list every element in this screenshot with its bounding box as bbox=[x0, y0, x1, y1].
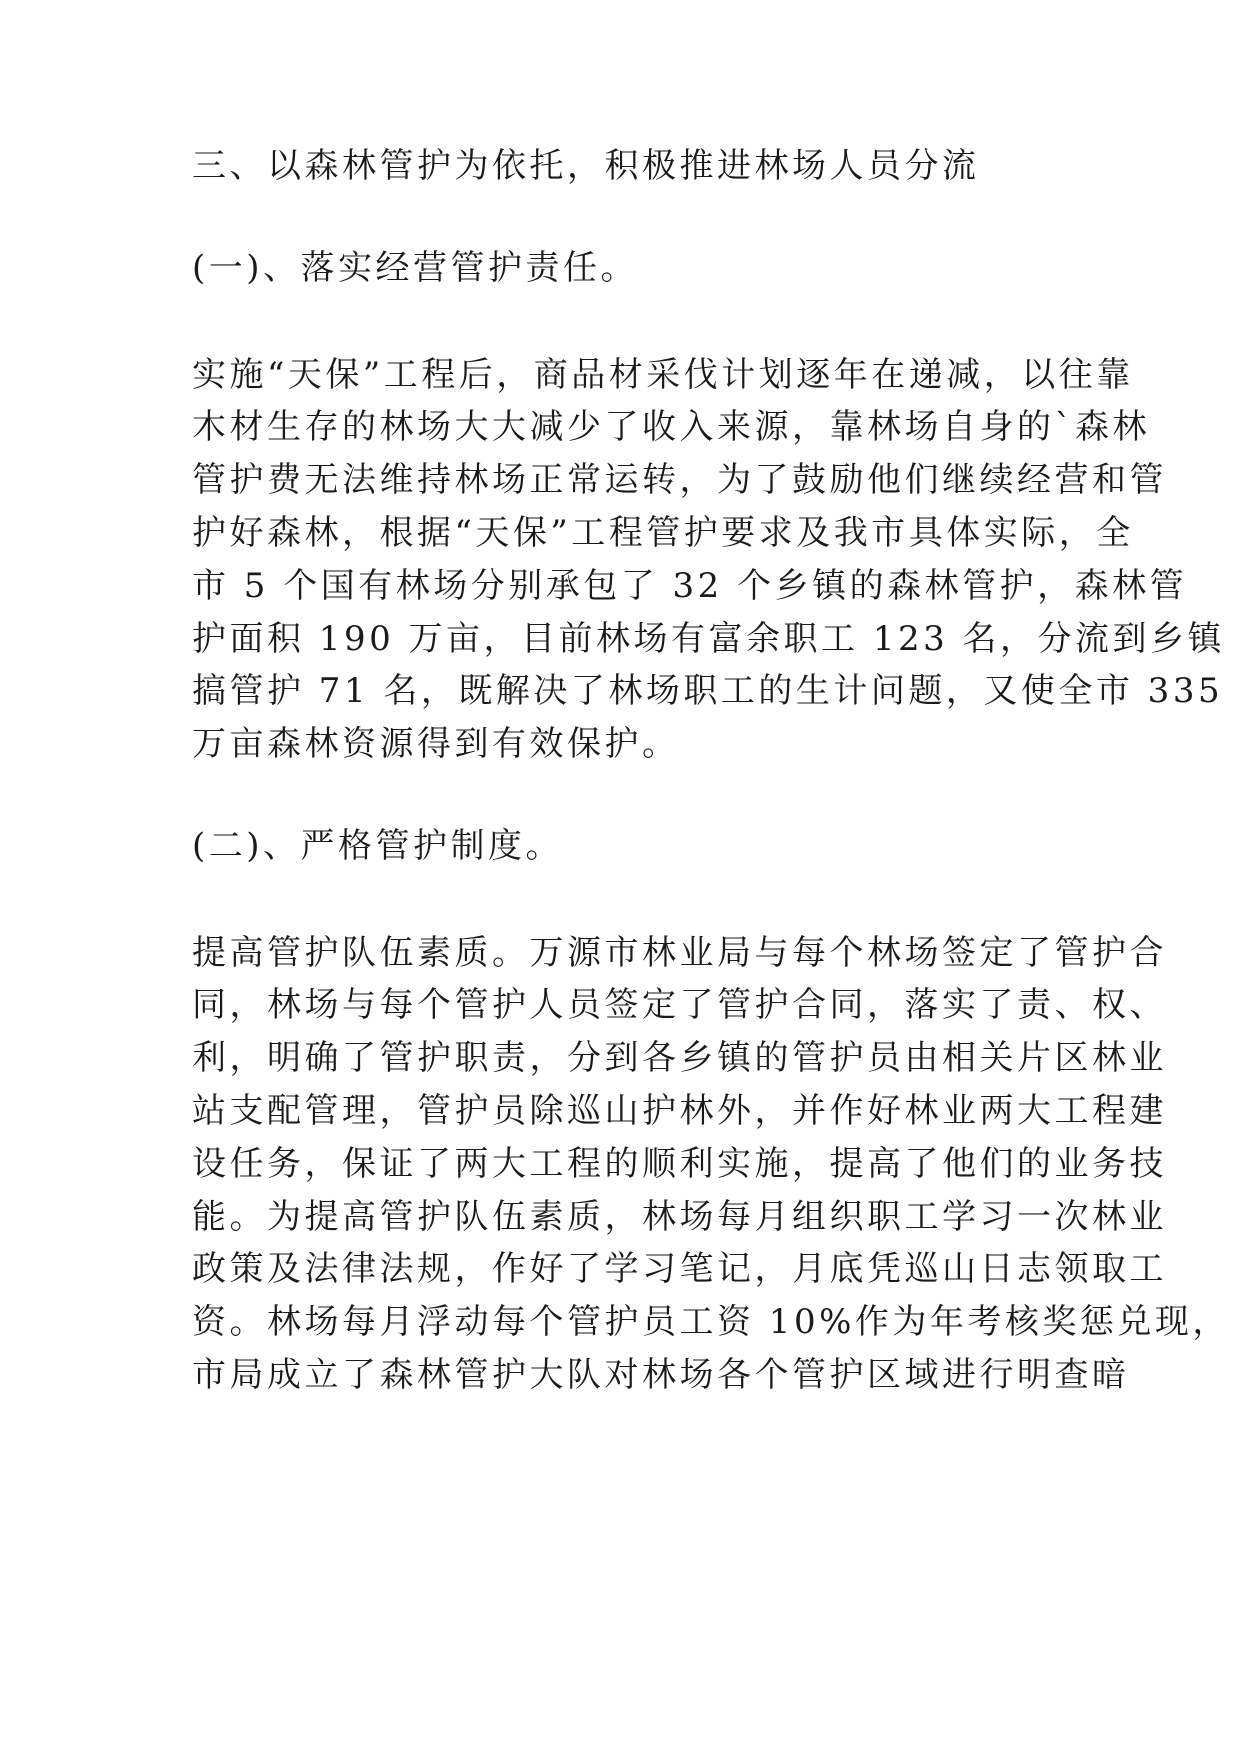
paragraph-2-line: 资。林场每月浮动每个管护员工资 10%作为年考核奖惩兑现， bbox=[192, 1302, 1230, 1342]
paragraph-2-line: 提高管护队伍素质。万源市林业局与每个林场签定了管护合 bbox=[192, 933, 1167, 973]
paragraph-1-line: 护面积 190 万亩，目前林场有富余职工 123 名，分流到乡镇 bbox=[192, 619, 1226, 659]
paragraph-1-line: 管护费无法维持林场正常运转，为了鼓励他们继续经营和管 bbox=[192, 460, 1167, 500]
paragraph-1-line: 市 5 个国有林场分别承包了 32 个乡镇的森林管护，森林管 bbox=[192, 566, 1188, 606]
paragraph-2-line: 政策及法律法规，作好了学习笔记，月底凭巡山日志领取工 bbox=[192, 1249, 1167, 1289]
paragraph-2-line: 能。为提高管护队伍素质，林场每月组织职工学习一次林业 bbox=[192, 1197, 1167, 1237]
section-heading: 三、以森林管护为依托，积极推进林场人员分流 bbox=[192, 146, 980, 186]
paragraph-1-line: 搞管护 71 名，既解决了林场职工的生计问题，又使全市 335 bbox=[192, 671, 1224, 711]
paragraph-2-line: 站支配管理，管护员除巡山护林外，并作好林业两大工程建 bbox=[192, 1091, 1167, 1131]
paragraph-2-line: 市局成立了森林管护大队对林场各个管护区域进行明查暗 bbox=[192, 1355, 1130, 1395]
paragraph-1-line: 木材生存的林场大大减少了收入来源，靠林场自身的`森林 bbox=[192, 407, 1150, 447]
paragraph-1-line: 实施“天保”工程后，商品材采伐计划逐年在递减，以往靠 bbox=[192, 355, 1134, 395]
subsection-title-1: (一)、落实经营管护责任。 bbox=[192, 248, 639, 288]
subsection-title-2: (二)、严格管护制度。 bbox=[192, 826, 564, 866]
paragraph-1-line: 万亩森林资源得到有效保护。 bbox=[192, 724, 680, 764]
paragraph-2-line: 利，明确了管护职责，分到各乡镇的管护员由相关片区林业 bbox=[192, 1038, 1167, 1078]
paragraph-2-line: 设任务，保证了两大工程的顺利实施，提高了他们的业务技 bbox=[192, 1144, 1167, 1184]
paragraph-1-line: 护好森林，根据“天保”工程管护要求及我市具体实际，全 bbox=[192, 513, 1134, 553]
paragraph-2-line: 同，林场与每个管护人员签定了管护合同，落实了责、权、 bbox=[192, 985, 1167, 1025]
